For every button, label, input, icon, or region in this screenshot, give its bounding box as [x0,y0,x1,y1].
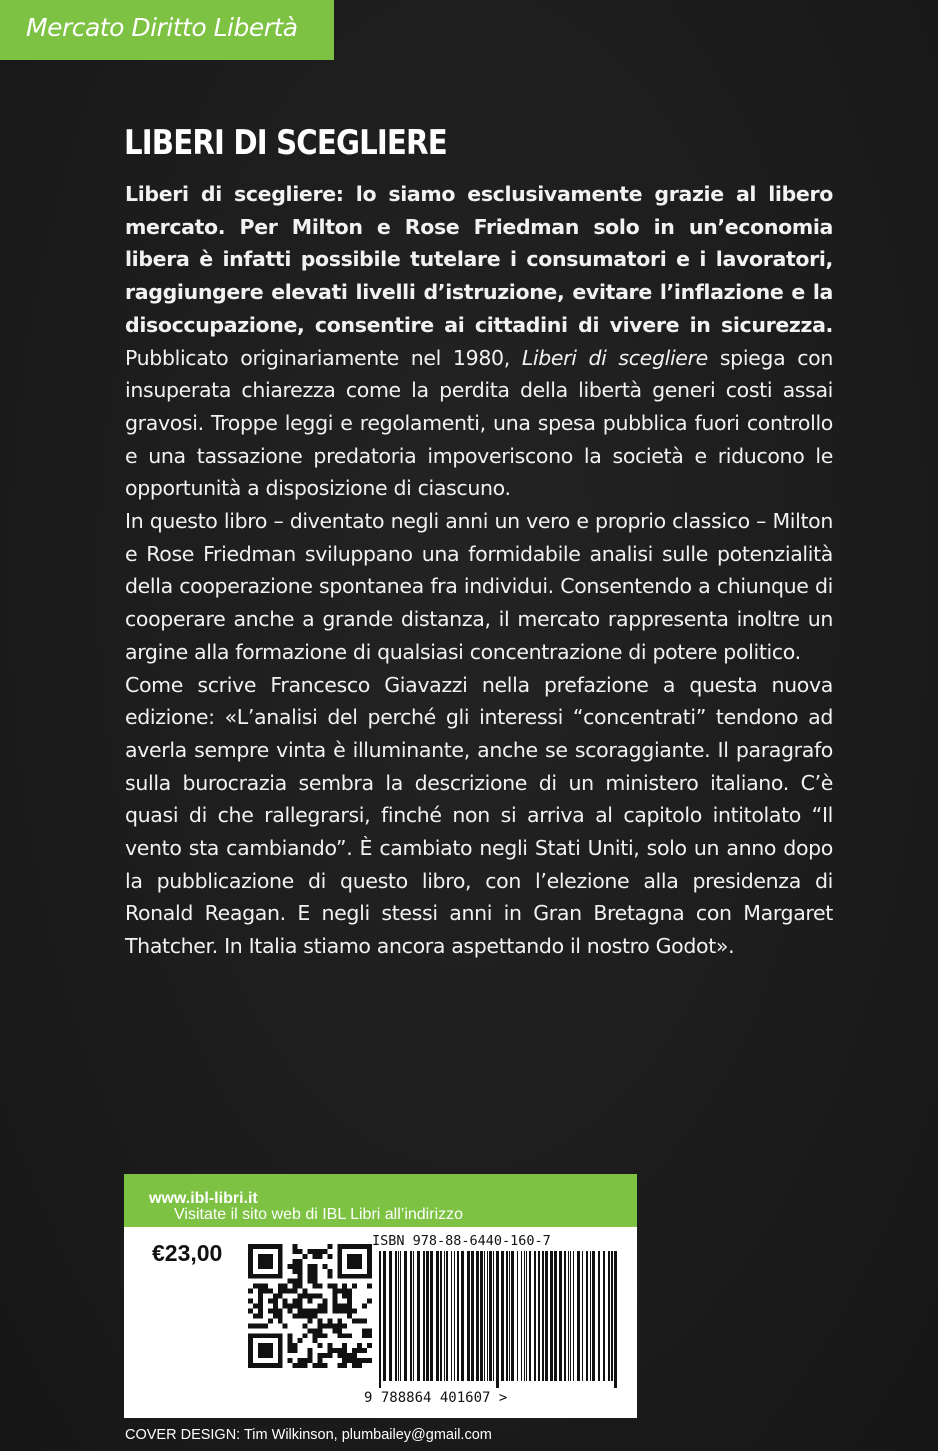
isbn-label: ISBN 978-88-6440-160-7 [372,1233,551,1249]
book-title: LIBERI DI SCEGLIERE [124,123,447,163]
qr-code-icon [248,1244,372,1368]
barcode-digits: 9 788864 401607 > [364,1390,508,1406]
series-tab [0,0,334,60]
blurb-bold-lead: Liberi di scegliere: lo siamo esclusivamente grazie al libero mercato. Per Milton e Rose Friedman solo in un’economia libera è infatti possibile tutelare i consumatori e i lavoratori, raggiungere elevati livelli d’istruzione, evitare l’inflazione e la disoccupazione, consentire ai cittadini di vivere in sicurezza. [125,182,833,337]
blurb-paragraph-1 [125,178,833,505]
blurb-paragraph-3: Come scrive Francesco Giavazzi nella prefazione a questa nuova edizione: «L’analisi del perché gli interessi “concentrati” tendono ad averla sempre vinta è illuminante, anche se scoraggiante. Il paragrafo sulla burocrazia sembra la descrizione di un ministero italiano. C’è quasi di che rallegrarsi, finché non si arriva al capitolo intitolato “Il vento sta cambiando”. È cambiato negli Stati Uniti, solo un anno dopo la pubblicazione di questo libro, con l’elezione alla presidenza di Ronald Reagan. E negli stessi anni in Gran Bretagna con Margaret Thatcher. In Italia stiamo ancora aspettando il nostro Godot». [125,672,833,959]
series-name: Mercato Diritto Libertà [26,13,298,42]
blurb [125,178,833,963]
website-link[interactable]: www.ibl-libri.it [149,1190,258,1207]
website-bar [124,1174,637,1227]
cover-design-credit: COVER DESIGN: Tim Wilkinson, plumbailey@gmail.com [125,1427,492,1443]
website-text [149,1190,464,1223]
price-barcode-box [124,1174,637,1418]
price: €23,00 [152,1240,223,1266]
blurb-text: Pubblicato originariamente nel 1980, [125,345,522,370]
blurb-text: spiega con insuperata chiarezza come la perdita della libertà generi costi assai gravosi. Troppe leggi e regolamenti, una spesa pubblica fuori controllo e una tassazione predatoria impoveriscono la società e riducono le opportunità a disposizione di ciascuno. [125,345,833,501]
book-title-italic: Liberi di scegliere [521,345,708,370]
blurb-paragraph-2: In questo libro – diventato negli anni un vero e proprio classico – Milton e Rose Friedman sviluppano una formidabile analisi sulle potenzialità della cooperazione spontanea fra individui. Consentendo a chiunque di cooperare anche a grande distanza, il mercato rappresenta inoltre un argine alla formazione di qualsiasi concentrazione di potere politico. [125,509,833,664]
barcode-icon [379,1251,619,1388]
visit-text: Visitate il sito web di IBL Libri all’indirizzo [174,1206,464,1223]
